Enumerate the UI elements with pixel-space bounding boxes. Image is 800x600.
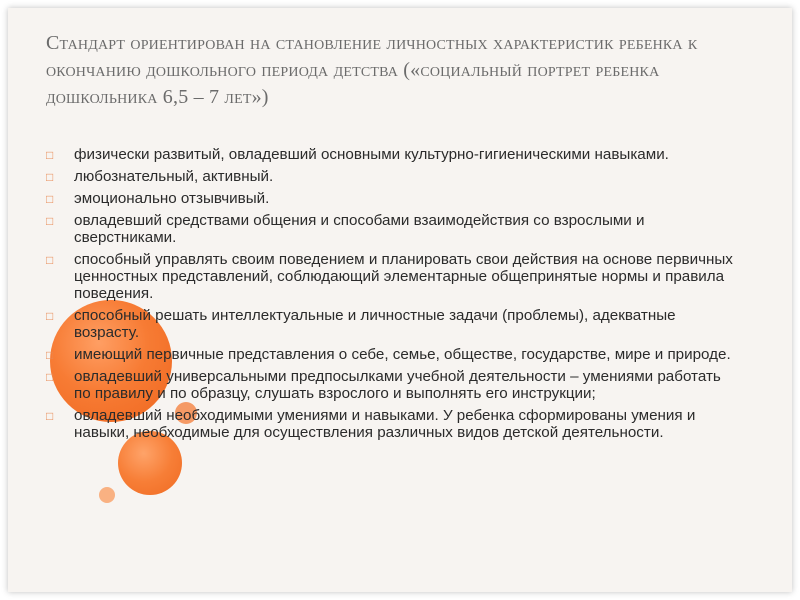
list-item [44, 146, 734, 163]
bullet-icon: □ [46, 170, 54, 184]
list-item [44, 346, 734, 363]
list-item-text: овладевший универсальными предпосылками учебной деятельности – умениями работать по правилу и по образцу, слушать взрослого и выполнять его инструкции; [74, 368, 721, 402]
list-item-text: любознательный, активный. [74, 168, 274, 185]
bullet-icon: □ [46, 192, 54, 206]
bullet-icon: □ [46, 409, 54, 423]
list-item [44, 251, 734, 302]
bullet-icon: □ [46, 370, 54, 384]
bullet-icon: □ [46, 148, 54, 162]
list-item [44, 168, 734, 185]
list-item-text: физически развитый, овладевший основными культурно-гигиеническими навыками. [74, 146, 669, 163]
list-item [44, 190, 734, 207]
list-item-text: овладевший необходимыми умениями и навыками. У ребенка сформированы умения и навыки, необходимые для осуществления различных видов детской деятельности. [74, 407, 696, 441]
list-item-text: имеющий первичные представления о себе, семье, обществе, государстве, мире и природе. [74, 346, 731, 363]
bullet-icon: □ [46, 309, 54, 323]
list-item [44, 368, 734, 402]
slide-title: Стандарт ориентирован на становление личностных характеристик ребенка к окончанию дошкольного периода детства («социальный портрет ребенка дошкольника 6,5 – 7 лет») [46, 32, 698, 108]
bullet-icon: □ [46, 214, 54, 228]
decorative-circle-small [99, 487, 115, 503]
bullet-icon: □ [46, 253, 54, 267]
list-item-text: овладевший средствами общения и способами взаимодействия со взрослыми и сверстниками. [74, 212, 645, 246]
list-item [44, 407, 734, 441]
list-item-text: способный решать интеллектуальные и личностные задачи (проблемы), адекватные возрасту. [74, 307, 676, 341]
list-item [44, 212, 734, 246]
bullet-icon: □ [46, 348, 54, 362]
list-item-text: способный управлять своим поведением и планировать свои действия на основе первичных ценностных представлений, соблюдающий элементарные общепринятые нормы и правила поведения. [74, 251, 733, 302]
list-item-text: эмоционально отзывчивый. [74, 190, 270, 207]
slide [8, 8, 792, 592]
bullet-list [44, 146, 734, 446]
list-item [44, 307, 734, 341]
